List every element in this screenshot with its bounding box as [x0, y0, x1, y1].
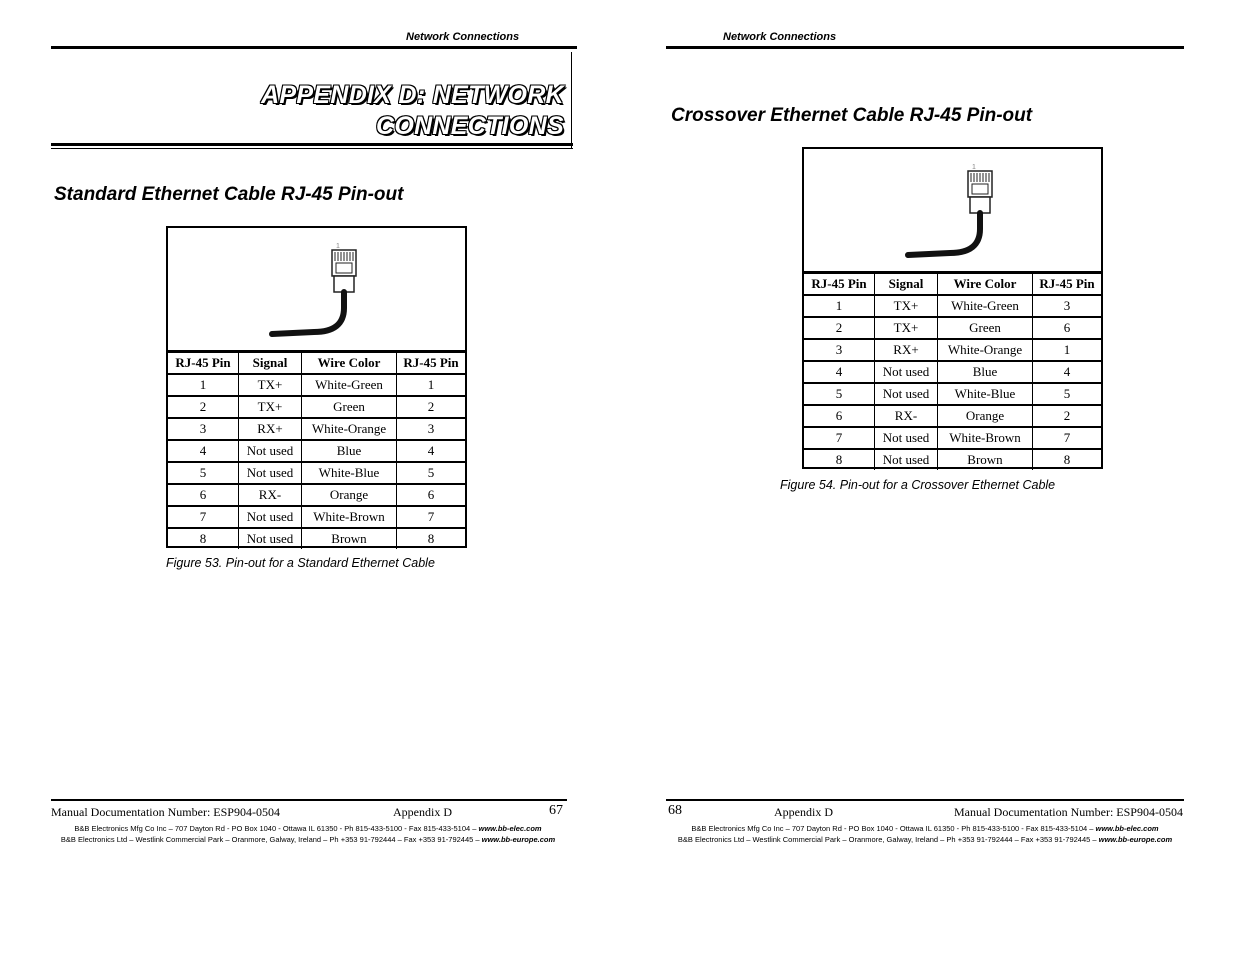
- left-page: [0, 0, 617, 954]
- table-row: [804, 361, 1101, 383]
- appendix-title: [200, 80, 564, 142]
- footer-doc-number: Manual Documentation Number: ESP904-0504: [954, 805, 1183, 819]
- title-side-rule: [571, 52, 572, 148]
- appendix-title-line2: CONNECTIONS: [375, 112, 564, 140]
- table-cell: 1: [1033, 339, 1102, 361]
- table-cell: 2: [168, 396, 239, 418]
- table-cell: Blue: [938, 361, 1033, 383]
- table-cell: Not used: [239, 440, 302, 462]
- pin-one-label: 1: [336, 243, 340, 250]
- footer-address-line2: B&B Electronics Ltd – Westlink Commercial Park – Oranmore, Galway, Ireland – Ph +353 91-792444 – Fax +353 91-792445 – www.bb-europe.com: [677, 835, 1173, 844]
- pin-one-label: 1: [972, 164, 976, 171]
- header-rule: [666, 46, 1184, 49]
- header-cell: RJ-45 Pin: [804, 274, 875, 296]
- table-cell: 8: [1033, 449, 1102, 470]
- table-row: [804, 449, 1101, 470]
- website-link[interactable]: www.bb-elec.com: [478, 824, 542, 833]
- table-cell: 6: [804, 405, 875, 427]
- table-cell: White-Brown: [938, 427, 1033, 449]
- table-cell: TX+: [875, 295, 938, 317]
- connector-image: [804, 149, 1101, 273]
- title-rule-thin: [51, 148, 573, 149]
- footer-section: Appendix D: [393, 805, 452, 819]
- table-row: [804, 427, 1101, 449]
- appendix-title-line1: APPENDIX D: NETWORK: [261, 81, 564, 109]
- table-cell: Not used: [875, 361, 938, 383]
- table-cell: 3: [804, 339, 875, 361]
- header-cell: Wire Color: [302, 353, 397, 375]
- table-cell: 7: [804, 427, 875, 449]
- table-cell: 1: [397, 374, 466, 396]
- table-row: [804, 405, 1101, 427]
- website-link[interactable]: www.bb-europe.com: [481, 835, 556, 844]
- table-cell: 5: [804, 383, 875, 405]
- table-row: [168, 484, 465, 506]
- table-cell: 8: [397, 528, 466, 549]
- footer-address-line1: B&B Electronics Mfg Co Inc – 707 Dayton Rd - PO Box 1040 - Ottawa IL 61350 - Ph 815-433-5100 - Fax 815-433-5104 – www.bb-elec.com: [691, 824, 1159, 833]
- website-link[interactable]: www.bb-elec.com: [1095, 824, 1159, 833]
- page-number: 68: [668, 803, 682, 818]
- table-cell: 8: [804, 449, 875, 470]
- table-cell: 3: [168, 418, 239, 440]
- table-row: [804, 339, 1101, 361]
- table-row: [168, 506, 465, 528]
- table-cell: 6: [397, 484, 466, 506]
- table-cell: 7: [1033, 427, 1102, 449]
- running-head: Network Connections: [406, 31, 520, 43]
- table-cell: Blue: [302, 440, 397, 462]
- table-row: [168, 396, 465, 418]
- table-cell: 8: [168, 528, 239, 549]
- table-cell: Green: [302, 396, 397, 418]
- pinout-figure: [802, 147, 1103, 469]
- table-cell: 6: [168, 484, 239, 506]
- table-row: [168, 440, 465, 462]
- table-cell: 2: [804, 317, 875, 339]
- table-cell: Not used: [239, 506, 302, 528]
- table-row: [168, 374, 465, 396]
- table-cell: 4: [397, 440, 466, 462]
- table-cell: White-Orange: [302, 418, 397, 440]
- connector-image: [168, 228, 465, 352]
- title-rule-thick: [51, 143, 573, 146]
- footer-rule: [51, 799, 567, 801]
- table-cell: 4: [1033, 361, 1102, 383]
- table-cell: White-Orange: [938, 339, 1033, 361]
- footer-address-line1: B&B Electronics Mfg Co Inc – 707 Dayton Rd - PO Box 1040 - Ottawa IL 61350 - Ph 815-433-5100 - Fax 815-433-5104 – www.bb-elec.com: [74, 824, 542, 833]
- table-cell: 3: [1033, 295, 1102, 317]
- table-cell: White-Blue: [938, 383, 1033, 405]
- table-cell: 4: [168, 440, 239, 462]
- footer-address: [48, 823, 568, 845]
- pinout-table: [168, 352, 465, 549]
- section-heading: Standard Ethernet Cable RJ-45 Pin-out: [54, 184, 404, 205]
- table-cell: Green: [938, 317, 1033, 339]
- header-cell: Signal: [239, 353, 302, 375]
- rj45-connector-icon: [168, 228, 465, 350]
- table-cell: Not used: [239, 462, 302, 484]
- table-cell: 1: [804, 295, 875, 317]
- table-header-row: [804, 274, 1101, 296]
- table-cell: TX+: [239, 396, 302, 418]
- table-cell: 2: [397, 396, 466, 418]
- header-cell: Wire Color: [938, 274, 1033, 296]
- table-header-row: [168, 353, 465, 375]
- header-cell: RJ-45 Pin: [168, 353, 239, 375]
- website-link[interactable]: www.bb-europe.com: [1098, 835, 1173, 844]
- table-cell: White-Blue: [302, 462, 397, 484]
- page-number: 67: [549, 803, 563, 818]
- table-row: [168, 528, 465, 549]
- table-cell: 5: [397, 462, 466, 484]
- table-cell: Not used: [875, 383, 938, 405]
- table-cell: Brown: [302, 528, 397, 549]
- rj45-connector-icon: [804, 149, 1101, 271]
- header-cell: RJ-45 Pin: [1033, 274, 1102, 296]
- running-head: Network Connections: [723, 31, 837, 43]
- table-row: [804, 383, 1101, 405]
- header-cell: RJ-45 Pin: [397, 353, 466, 375]
- table-cell: RX-: [875, 405, 938, 427]
- pinout-figure: [166, 226, 467, 548]
- table-row: [804, 317, 1101, 339]
- footer-address-line2: B&B Electronics Ltd – Westlink Commercial Park – Oranmore, Galway, Ireland – Ph +353 91-792444 – Fax +353 91-792445 – www.bb-europe.com: [60, 835, 556, 844]
- pinout-table: [804, 273, 1101, 470]
- footer-address: [665, 823, 1185, 845]
- table-cell: 6: [1033, 317, 1102, 339]
- table-cell: White-Green: [938, 295, 1033, 317]
- footer-doc-number: Manual Documentation Number: ESP904-0504: [51, 805, 280, 819]
- header-cell: Signal: [875, 274, 938, 296]
- table-cell: Orange: [302, 484, 397, 506]
- figure-caption: Figure 53. Pin-out for a Standard Ethernet Cable: [166, 556, 435, 570]
- table-row: [168, 462, 465, 484]
- right-page: [617, 0, 1235, 954]
- table-cell: RX+: [875, 339, 938, 361]
- table-cell: 7: [168, 506, 239, 528]
- table-row: [168, 418, 465, 440]
- table-cell: 5: [168, 462, 239, 484]
- table-cell: Orange: [938, 405, 1033, 427]
- table-cell: 5: [1033, 383, 1102, 405]
- table-cell: TX+: [875, 317, 938, 339]
- table-cell: Not used: [875, 449, 938, 470]
- footer-section: Appendix D: [774, 805, 833, 819]
- table-cell: Not used: [875, 427, 938, 449]
- table-cell: 3: [397, 418, 466, 440]
- section-heading: Crossover Ethernet Cable RJ-45 Pin-out: [671, 105, 1033, 126]
- table-cell: Brown: [938, 449, 1033, 470]
- table-cell: 1: [168, 374, 239, 396]
- table-cell: 2: [1033, 405, 1102, 427]
- table-cell: White-Green: [302, 374, 397, 396]
- table-cell: Not used: [239, 528, 302, 549]
- footer-rule: [666, 799, 1184, 801]
- table-cell: TX+: [239, 374, 302, 396]
- table-cell: RX-: [239, 484, 302, 506]
- table-cell: White-Brown: [302, 506, 397, 528]
- table-cell: 4: [804, 361, 875, 383]
- table-cell: 7: [397, 506, 466, 528]
- table-cell: RX+: [239, 418, 302, 440]
- table-row: [804, 295, 1101, 317]
- header-rule: [51, 46, 577, 49]
- figure-caption: Figure 54. Pin-out for a Crossover Ethernet Cable: [780, 478, 1056, 492]
